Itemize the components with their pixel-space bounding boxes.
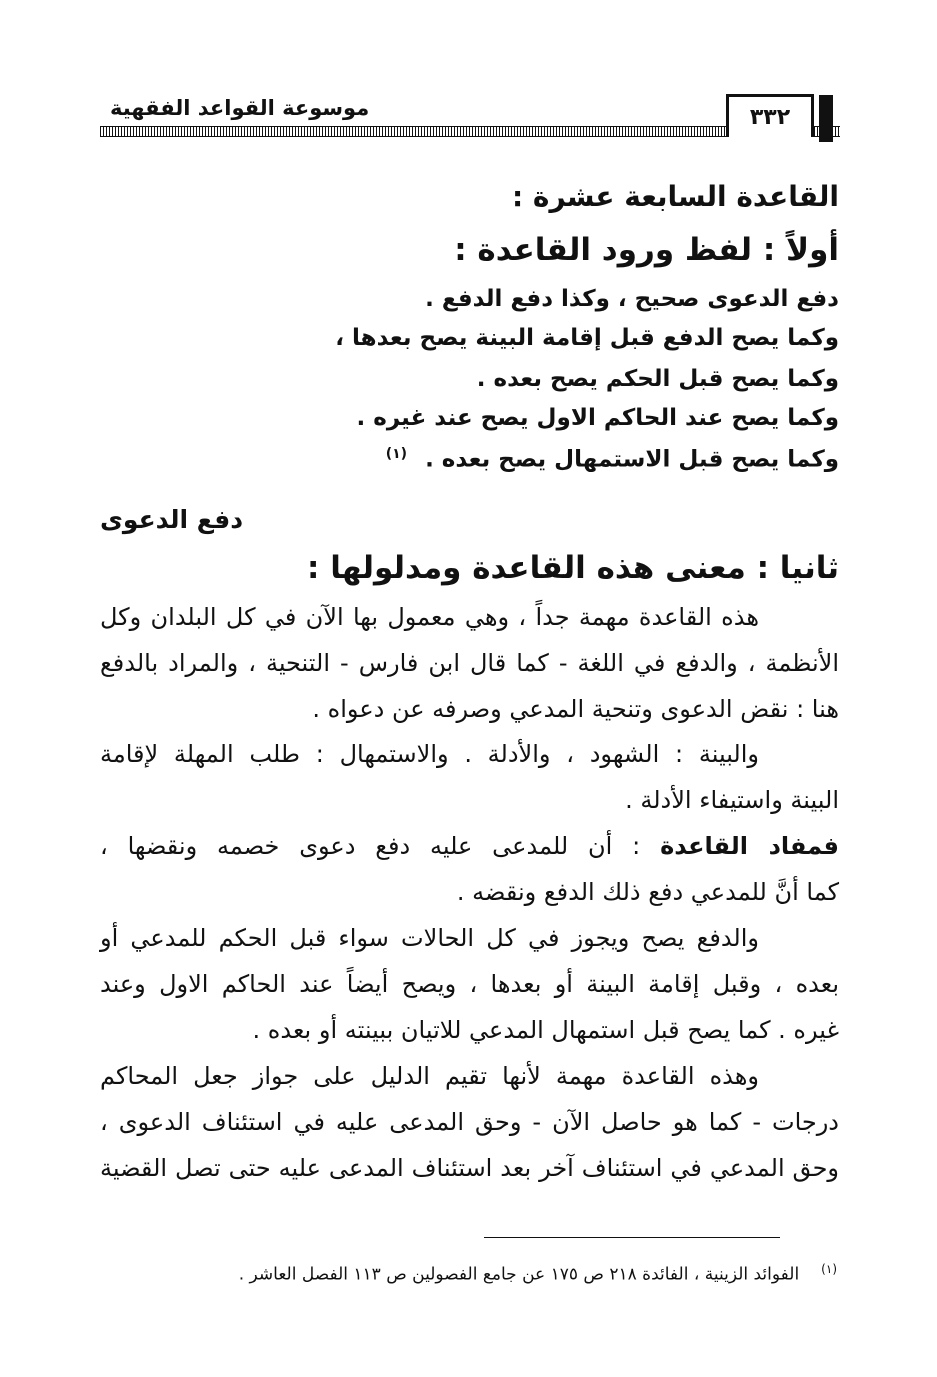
paragraph-line: البينة واستيفاء الأدلة . bbox=[625, 786, 839, 814]
paragraph-line: غيره . كما يصح قبل استمهال المدعي للاتيان ببينته أو بعده . bbox=[252, 1016, 839, 1044]
section1-heading: أولاً : لفظ ورود القاعدة : bbox=[454, 232, 839, 268]
book-title: موسوعة القواعد الفقهية bbox=[110, 96, 370, 120]
section2-heading: ثانيا : معنى هذه القاعدة ومدلولها : bbox=[307, 550, 839, 586]
paragraph-line: وهذه القاعدة مهمة لأنها تقيم الدليل على جواز جعل المحاكم bbox=[100, 1062, 759, 1090]
footnote-divider bbox=[484, 1237, 780, 1238]
rule-title: القاعدة السابعة عشرة : bbox=[511, 180, 839, 213]
running-header bbox=[100, 96, 840, 146]
paragraph-line: هذه القاعدة مهمة جداً ، وهي معمول بها الآن في كل البلدان وكل bbox=[100, 603, 759, 631]
topic-label: دفع الدعوى bbox=[100, 505, 244, 534]
paragraph-line: والدفع يصح ويجوز في كل الحالات سواء قبل الحكم للمدعي أو bbox=[100, 924, 759, 952]
rule-line-text: وكما يصح قبل الاستمهال يصح بعده . bbox=[425, 446, 839, 473]
paragraph-line: كما أنَّ للمدعي دفع ذلك الدفع ونقضه . bbox=[456, 878, 839, 906]
rule-line: دفع الدعوى صحيح ، وكذا دفع الدفع . bbox=[425, 286, 839, 312]
paragraph-line: درجات - كما هو حاصل الآن - وحق المدعى عليه في استئناف الدعوى ، bbox=[100, 1108, 839, 1136]
rule-line: وكما يصح عند الحاكم الاول يصح عند غيره . bbox=[356, 405, 839, 431]
rule-line-last bbox=[386, 446, 839, 473]
paragraph-line: هنا : نقض الدعوى وتنحية المدعي وصرفه عن دعواه . bbox=[312, 695, 839, 723]
page-number: ٣٣٢ bbox=[726, 94, 814, 137]
footnote-ref: (١) bbox=[385, 446, 408, 462]
rule-line: وكما يصح قبل الحكم يصح بعده . bbox=[476, 366, 839, 392]
key-phrase: فمفاد القاعدة bbox=[660, 832, 839, 860]
footnote-text: الفوائد الزينية ، الفائدة ٢١٨ ص ١٧٥ عن جامع الفصولين ص ١١٣ الفصل العاشر . bbox=[238, 1264, 800, 1285]
paragraph-line bbox=[100, 832, 839, 860]
footnote-number: (١) bbox=[821, 1262, 837, 1276]
paragraph-text: : أن للمدعى عليه دفع دعوى خصمه ونقضها ، bbox=[100, 832, 641, 860]
paragraph-line: بعده ، وقبل إقامة البينة أو بعدها ، ويصح أيضاً عند الحاكم الاول وعند bbox=[100, 970, 839, 998]
footnote bbox=[239, 1262, 837, 1285]
paragraph-line: الأنظمة ، والدفع في اللغة - كما قال ابن فارس - التنحية ، والمراد بالدفع bbox=[100, 649, 839, 677]
paragraph-line: وحق المدعي في استئناف آخر بعد استئناف المدعى عليه حتى تصل القضية bbox=[100, 1154, 839, 1182]
paragraph-line: والبينة : الشهود ، والأدلة . والاستمهال : طلب المهلة لإقامة bbox=[100, 740, 759, 768]
rule-line: وكما يصح الدفع قبل إقامة البينة يصح بعدها ، bbox=[335, 325, 839, 351]
